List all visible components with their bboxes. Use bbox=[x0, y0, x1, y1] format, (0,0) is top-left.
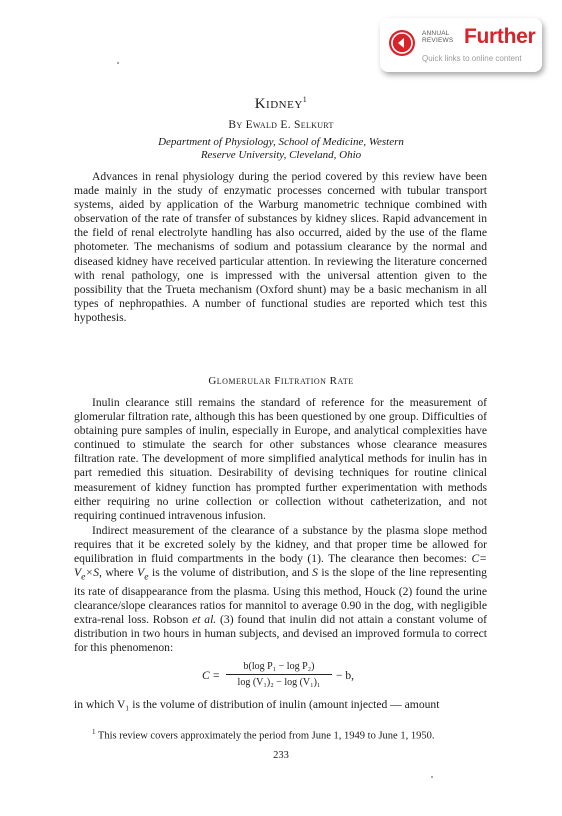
annual-reviews-logo-text: ANNUAL REVIEWS bbox=[422, 30, 454, 44]
badge-subtitle: Quick links to online content bbox=[422, 54, 522, 63]
formula-denominator: log (V₁)₂ − log (V₁)₁ bbox=[237, 677, 321, 688]
body-paragraph: Inulin clearance still remains the standard of reference for the measurement of glomerular filtration rate, although this has been questioned by one group. Difficulties of obtaining pure samples of inulin, especially in Europe, and analytical complexities have continued to stimulate the search for other substances whose clearance measures filtration rate. The development of more simplified analytical methods for inulin has in part remedied this situation. Desirability of devising techniques for routine clinical measurement of kidney function has prompted further experimentation with methods either requiring no urine collection or collection without catheterization, and not requiring continued intravenous infusion. bbox=[74, 396, 487, 522]
speck bbox=[117, 62, 119, 64]
page-number: 233 bbox=[273, 750, 289, 761]
clearance-formula: C = b(log P₁ − log P₂) log (V₁)₂ − log (V₁)₁ − b, bbox=[202, 661, 354, 688]
section-heading: Glomerular Filtration Rate bbox=[208, 375, 354, 387]
speck bbox=[431, 776, 433, 778]
footnote: $^1$ This review covers approximately the period from June 1, 1949 to June 1, 1950. bbox=[92, 728, 435, 742]
body-paragraph: Indirect measurement of the clearance of a substance by the plasma slope method requires that it be excreted solely by the kidney, and that proper time be allowed for equilibration in fluid compartments in the body (1). The clearance then becomes: $C= V_e\times S$, where $V_e$ is the volume of distribution, and S is the slope of the line representing its rate of disappearance from the plasma. Using this method, Houck (2) found the urine clearance/slope clearances ratios for mannitol to average 0.90 in the dog, with negligible extra-renal loss. Robson et al. (3) found that inulin did not attain a constant volume of distribution in two hours in human subjects, and devised an improved formula to correct for this phenomenon: bbox=[74, 524, 487, 655]
body-text-continuation: in which V₁ is the volume of distribution of inulin (amount injected — amount bbox=[74, 698, 440, 711]
intro-paragraph: Advances in renal physiology during the period covered by this review have been made mainly in the study of enzymatic processes concerned with tubular transport systems, aided by application of the Warburg manometric technique combined with observation of the rate of transfer of substances by kidney slices. Rapid advancement in the field of renal electrolyte handling has also occurred, aided by the use of the flame photometer. The mechanisms of sodium and potassium clearance by the normal and diseased kidney have received particular attention. In reviewing the literature concerned with renal pathology, one is impressed with the universal attention given to the possibility that the Trueta mechanism (Oxford shunt) may be a basic mechanism in all types of nephropathies. A number of functional studies are reported which test this hypothesis. bbox=[74, 170, 487, 324]
further-label: Further bbox=[464, 25, 536, 48]
article-title: Kidney$^1$ bbox=[254, 95, 308, 112]
author-byline: By Ewald E. Selkurt bbox=[228, 119, 334, 131]
affiliation: Department of Physiology, School of Medicine, Western Reserve University, Cleveland, Ohio bbox=[158, 136, 404, 161]
formula-numerator: b(log P₁ − log P₂) bbox=[243, 661, 315, 672]
further-badge[interactable] bbox=[380, 18, 542, 72]
play-arrow-icon bbox=[389, 30, 415, 56]
